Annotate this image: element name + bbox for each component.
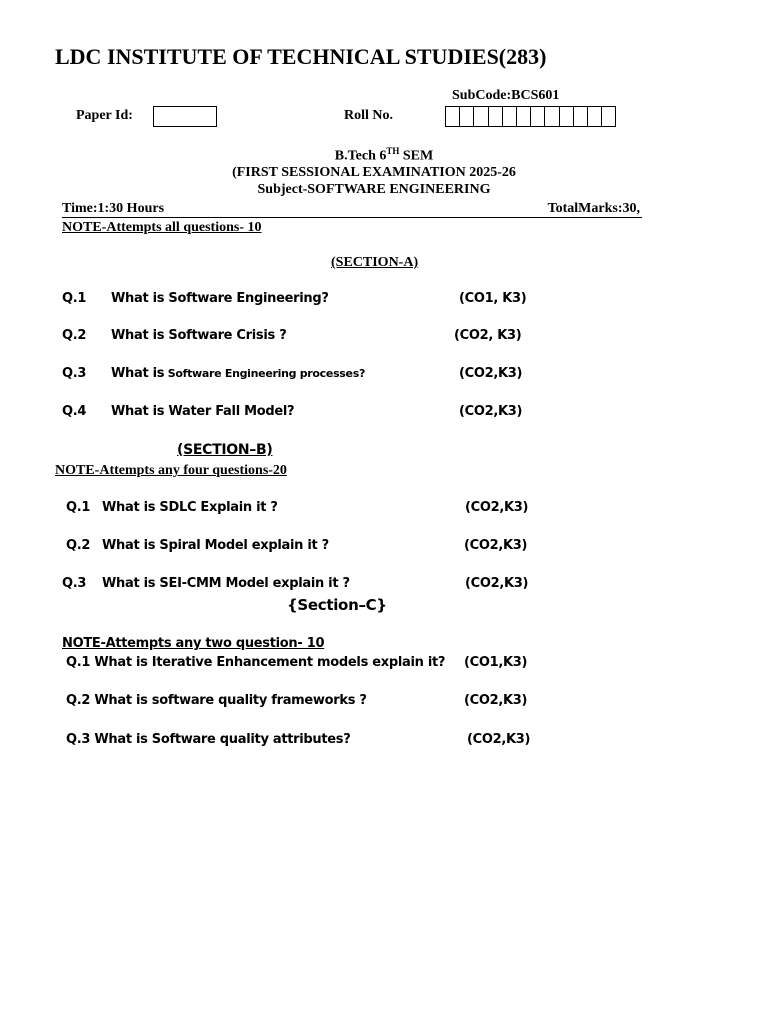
question-text: What is Software Engineering? bbox=[111, 291, 329, 306]
roll-no-cell[interactable] bbox=[560, 107, 574, 126]
question-num: Q.2 bbox=[62, 328, 87, 343]
question-co: (CO2,K3) bbox=[459, 404, 523, 419]
question-co: (CO1, K3) bbox=[459, 291, 527, 306]
roll-no-cell[interactable] bbox=[602, 107, 616, 126]
institute-title: LDC INSTITUTE OF TECHNICAL STUDIES(283) bbox=[55, 44, 547, 69]
question-co: (CO2,K3) bbox=[464, 538, 528, 553]
course-sup: TH bbox=[386, 146, 400, 156]
roll-no-label: Roll No. bbox=[344, 108, 393, 123]
roll-no-cell[interactable] bbox=[588, 107, 602, 126]
question-text-small: Software Engineering processes? bbox=[164, 367, 366, 380]
question-co: (CO2,K3) bbox=[459, 366, 523, 381]
question-co: (CO2,K3) bbox=[467, 732, 531, 747]
roll-no-boxes[interactable] bbox=[445, 106, 616, 127]
section-a-note: NOTE-Attempts all questions- 10 bbox=[62, 220, 262, 235]
subject-title: Subject-SOFTWARE ENGINEERING bbox=[257, 182, 491, 197]
question-num: Q.3 bbox=[62, 366, 87, 381]
question-co: (CO2,K3) bbox=[464, 693, 528, 708]
question-num: Q.1 bbox=[66, 500, 91, 515]
section-b-note: NOTE-Attempts any four questions-20 bbox=[55, 463, 287, 478]
subject-code: SubCode:BCS601 bbox=[452, 88, 560, 103]
question-text: What is Software Crisis ? bbox=[111, 328, 287, 343]
question-co: (CO2, K3) bbox=[454, 328, 522, 343]
question-co: (CO1,K3) bbox=[464, 655, 528, 670]
section-c-title: {Section–C} bbox=[287, 596, 387, 614]
question-num: Q.1 bbox=[62, 291, 87, 306]
question-co: (CO2,K3) bbox=[465, 576, 529, 591]
total-marks-text: TotalMarks:30, bbox=[547, 201, 640, 216]
time-marks-line bbox=[62, 201, 642, 218]
course-text: B.Tech 6 bbox=[334, 148, 387, 164]
course-suffix: SEM bbox=[399, 148, 434, 164]
question-text: Q.3 What is Software quality attributes? bbox=[66, 732, 351, 747]
roll-no-cell[interactable] bbox=[517, 107, 531, 126]
exam-title: (FIRST SESSIONAL EXAMINATION 2025-26 bbox=[232, 165, 516, 180]
section-a-title: (SECTION-A) bbox=[331, 255, 419, 270]
roll-no-cell[interactable] bbox=[574, 107, 588, 126]
time-text: Time:1:30 Hours bbox=[62, 201, 165, 216]
roll-no-cell[interactable] bbox=[503, 107, 517, 126]
question-num: Q.3 bbox=[62, 576, 87, 591]
question-num: Q.4 bbox=[62, 404, 87, 419]
roll-no-cell[interactable] bbox=[460, 107, 474, 126]
question-text-lead: What is bbox=[111, 366, 165, 381]
section-b-title: (SECTION–B) bbox=[177, 442, 273, 458]
question-text: Q.1 What is Iterative Enhancement models explain it? bbox=[66, 655, 446, 670]
question-text: What is SEI-CMM Model explain it ? bbox=[102, 576, 350, 591]
question-text: What is Spiral Model explain it ? bbox=[102, 538, 329, 553]
roll-no-cell[interactable] bbox=[545, 107, 559, 126]
question-co: (CO2,K3) bbox=[465, 500, 529, 515]
roll-no-cell[interactable] bbox=[446, 107, 460, 126]
roll-no-cell[interactable] bbox=[531, 107, 545, 126]
question-text bbox=[111, 366, 365, 381]
question-num: Q.2 bbox=[66, 538, 91, 553]
question-text: What is Water Fall Model? bbox=[111, 404, 295, 419]
paper-id-box[interactable] bbox=[153, 106, 217, 127]
question-text: Q.2 What is software quality frameworks ? bbox=[66, 693, 367, 708]
question-text: What is SDLC Explain it ? bbox=[102, 500, 278, 515]
course-line bbox=[0, 146, 768, 165]
roll-no-cell[interactable] bbox=[489, 107, 503, 126]
roll-no-cell[interactable] bbox=[474, 107, 488, 126]
section-c-note: NOTE-Attempts any two question- 10 bbox=[62, 636, 325, 651]
paper-id-label: Paper Id: bbox=[76, 108, 133, 123]
